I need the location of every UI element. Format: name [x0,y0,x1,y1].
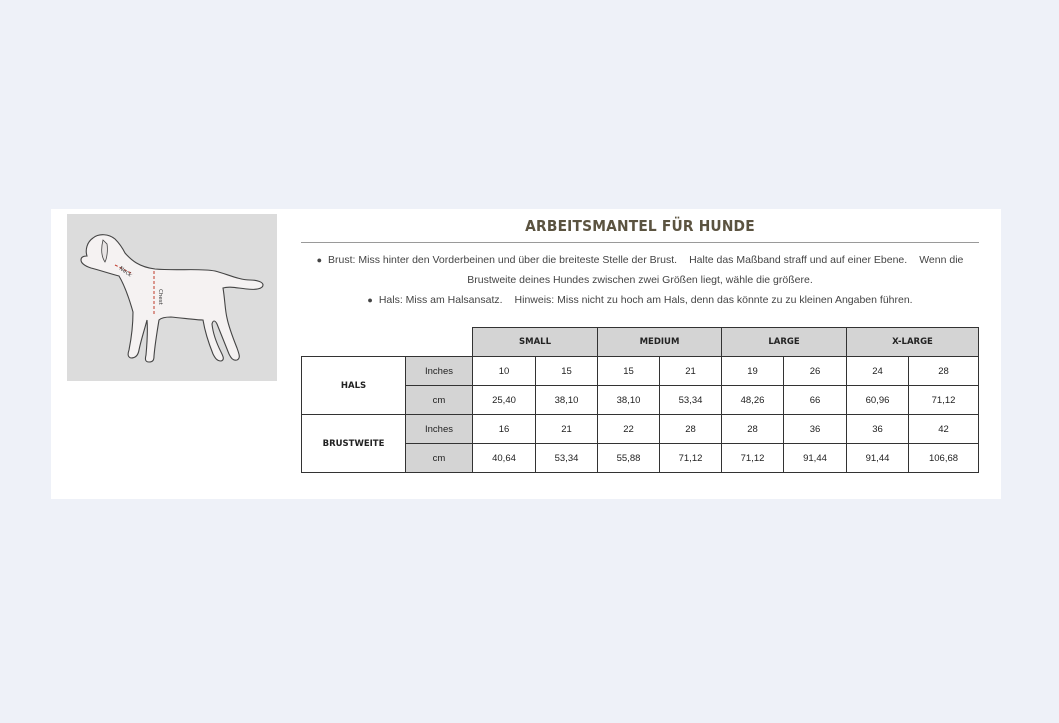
table-cell: 53,34 [536,444,598,473]
dog-silhouette-icon [67,214,277,381]
table-cell: 42 [909,415,979,444]
table-cell: 71,12 [722,444,784,473]
chest-note-b: Halte das Maßband straff und auf einer Ebene. [689,254,908,266]
bullet-icon: ● [316,255,323,265]
table-cell: 71,12 [909,386,979,415]
neck-note-a: Hals: Miss am Halsansatz. [378,294,503,306]
table-cell: 71,12 [660,444,722,473]
table-cell: 10 [473,357,536,386]
neck-note [301,290,979,310]
table-cell: 19 [722,357,784,386]
chest-label: Chest [157,289,163,305]
measurement-notes [301,250,979,310]
size-header-row [302,328,979,357]
chest-note-c: Wenn die Brustweite deines Hundes zwischen zwei Größen liegt, wähle die größere. [467,254,964,286]
table-cell: 28 [660,415,722,444]
table-cell: 25,40 [473,386,536,415]
table-cell: 36 [784,415,847,444]
unit-cell: cm [406,386,473,415]
table-cell: 15 [536,357,598,386]
table-row [302,415,979,444]
chest-note-a: Brust: Miss hinter den Vorderbeinen und über die breiteste Stelle der Brust. [328,254,678,266]
table-cell: 38,10 [536,386,598,415]
neck-note-b: Hinweis: Miss nicht zu hoch am Hals, denn das könnte zu zu kleinen Angaben führen. [514,294,913,306]
table-cell: 24 [847,357,909,386]
table-cell: 66 [784,386,847,415]
table-cell: 16 [473,415,536,444]
table-cell: 48,26 [722,386,784,415]
row-header-brustweite: BRUSTWEITE [302,415,406,473]
table-cell: 15 [598,357,660,386]
size-header-xlarge: X-LARGE [847,328,979,357]
table-cell: 53,34 [660,386,722,415]
table-cell: 26 [784,357,847,386]
unit-cell: cm [406,444,473,473]
size-header-large: LARGE [722,328,847,357]
bullet-icon: ● [367,295,373,305]
table-cell: 22 [598,415,660,444]
chest-note [301,250,979,290]
table-row [302,357,979,386]
table-cell: 36 [847,415,909,444]
table-cell: 60,96 [847,386,909,415]
table-cell: 106,68 [909,444,979,473]
table-cell: 38,10 [598,386,660,415]
table-cell: 28 [722,415,784,444]
title-divider [301,242,979,243]
table-cell: 21 [660,357,722,386]
page-title: ARBEITSMANTEL FÜR HUNDE [525,217,755,235]
size-header-medium: MEDIUM [598,328,722,357]
table-cell: 28 [909,357,979,386]
size-guide-card [51,209,1001,499]
dog-measurement-diagram [67,214,277,381]
unit-cell: Inches [406,357,473,386]
unit-cell: Inches [406,415,473,444]
size-table [301,327,979,473]
size-header-small: SMALL [473,328,598,357]
table-cell: 91,44 [847,444,909,473]
neck-label: Neck [117,265,133,279]
row-header-hals: HALS [302,357,406,415]
table-cell: 40,64 [473,444,536,473]
table-cell: 91,44 [784,444,847,473]
table-cell: 21 [536,415,598,444]
table-cell: 55,88 [598,444,660,473]
